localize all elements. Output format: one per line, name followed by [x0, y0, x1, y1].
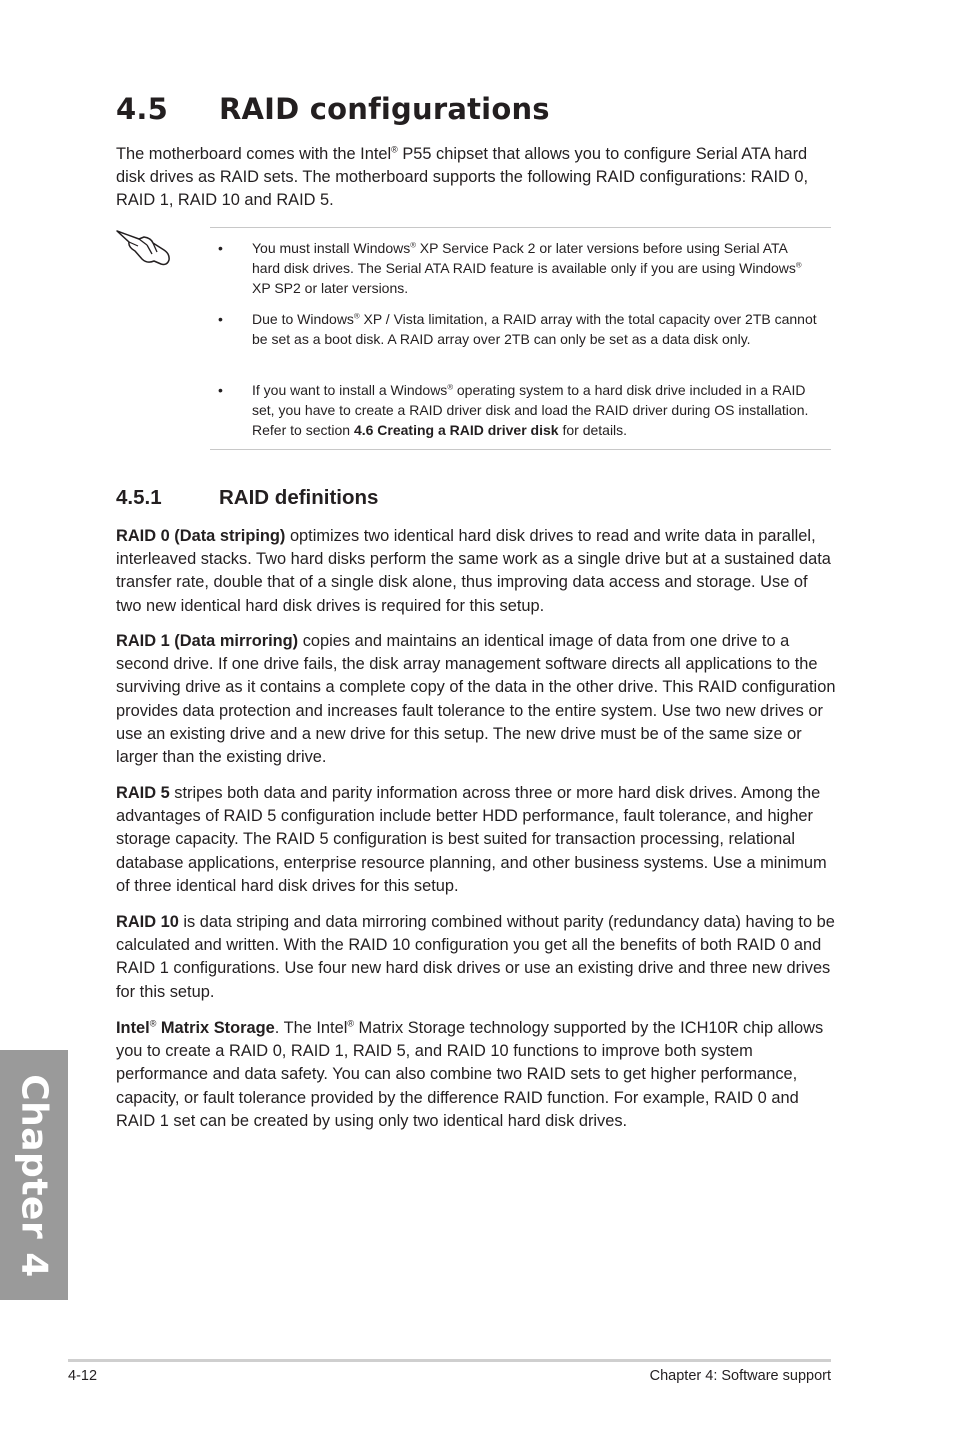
bullet-dot: • — [218, 240, 223, 256]
hand-pointing-icon — [114, 224, 172, 270]
bullet-text: If you want to install a Windows® operating system to a hard disk drive included in a RAID set, you have to create a RAID driver disk and load the RAID driver during OS installation. Refer to section 4.6 Creating a RAID driver disk for details. — [252, 382, 809, 439]
raid0-paragraph: RAID 0 (Data striping) optimizes two identical hard disk drives to read and write data in parallel, interleaved stacks. Two hard disks perform the same work as a single drive but at a sustained data transfer rate, double that of a single disk alone, thus improving data access and storage. Use of two new identical hard disk drives is required for this setup. — [116, 527, 831, 615]
intro-paragraph — [116, 143, 836, 213]
bullet-dot: • — [218, 382, 223, 398]
matrix-storage-paragraph: Intel® Matrix Storage. The Intel® Matrix Storage technology supported by the ICH10R chip allows you to create a RAID 0, RAID 1, RAID 5, and RAID 10 functions to improve both system performance and data safety. You can also combine two RAID sets to get higher performance, capacity, or fault tolerance provided by the difference RAID function. For example, RAID 0 and RAID 1 set can be created by using only two identical hard disk drives. — [116, 1018, 824, 1130]
intro-text: The motherboard comes with the Intel — [116, 145, 392, 163]
page-number: 4-12 — [68, 1368, 98, 1384]
subsection-number: 4.5.1 — [116, 486, 162, 509]
note-bullet-3 — [218, 380, 818, 441]
note-bottom-rule — [210, 449, 831, 450]
section-reference: 4.6 Creating a RAID driver disk — [353, 422, 559, 439]
raid10-term: RAID 10 — [116, 913, 179, 931]
section-number: 4.5 — [116, 92, 168, 126]
footer-rule — [68, 1359, 831, 1362]
raid10-paragraph: RAID 10 is data striping and data mirroring combined without parity (redundancy data) having to be calculated and written. With the RAID 10 configuration you get all the benefits of both RAID 0 and RAID 1 configurations. Use four new hard disk drives or use an existing drive and three new drives for this setup. — [116, 913, 835, 1001]
subsection-heading — [116, 486, 378, 510]
section-title-text: RAID configurations — [219, 92, 550, 126]
intro-text: P55 chipset that allows you to configure Serial ATA hard disk drives as RAID sets. The motherboard supports the following RAID configurations: RAID 0, RAID 1, RAID 10 and RAID 5. — [116, 145, 809, 210]
chapter-tab-label: Chapter 4 — [13, 1074, 55, 1278]
raid1-term: RAID 1 (Data mirroring) — [116, 632, 299, 650]
subsection-title: RAID definitions — [219, 486, 379, 509]
chapter-tab — [0, 1050, 68, 1300]
section-title — [116, 92, 550, 126]
bullet-text: You must install Windows® XP Service Pack 2 or later versions before using Serial ATA hard disk drives. The Serial ATA RAID feature is available only if you are using Windows® XP SP2 or later versions. — [252, 240, 802, 297]
bullet-dot: • — [218, 311, 223, 327]
note-bullet-1 — [218, 238, 818, 299]
raid5-term: RAID 5 — [116, 784, 170, 802]
registered-mark: ® — [391, 144, 398, 155]
note-bullet-2 — [218, 309, 818, 349]
raid0-term: RAID 0 (Data striping) — [116, 527, 286, 545]
note-top-rule — [210, 227, 831, 228]
footer-chapter-title: Chapter 4: Software support — [649, 1368, 831, 1384]
raid1-paragraph: RAID 1 (Data mirroring) copies and maintains an identical image of data from one drive to a second drive. If one drive fails, the disk array management software directs all applications to the surviving drive as it contains a complete copy of the data in the other drive. This RAID configuration provides data protection and increases fault tolerance to the entire system. Use two new drives or use an existing drive and a new drive for this setup. The new drive must be of the same size or larger than the existing drive. — [116, 632, 836, 767]
bullet-text: Due to Windows® XP / Vista limitation, a RAID array with the total capacity over 2TB cannot be set as a boot disk. A RAID array over 2TB can only be set as a data disk only. — [252, 311, 817, 348]
raid5-paragraph: RAID 5 stripes both data and parity information across three or more hard disk drives. Among the advantages of RAID 5 configuration include better HDD performance, fault tolerance, and higher storage capacity. The RAID 5 configuration is best suited for transaction processing, relational database applications, enterprise resource planning, and other business systems. Use a minimum of three identical hard disk drives for this setup. — [116, 784, 827, 895]
matrix-term: Intel — [116, 1019, 150, 1037]
